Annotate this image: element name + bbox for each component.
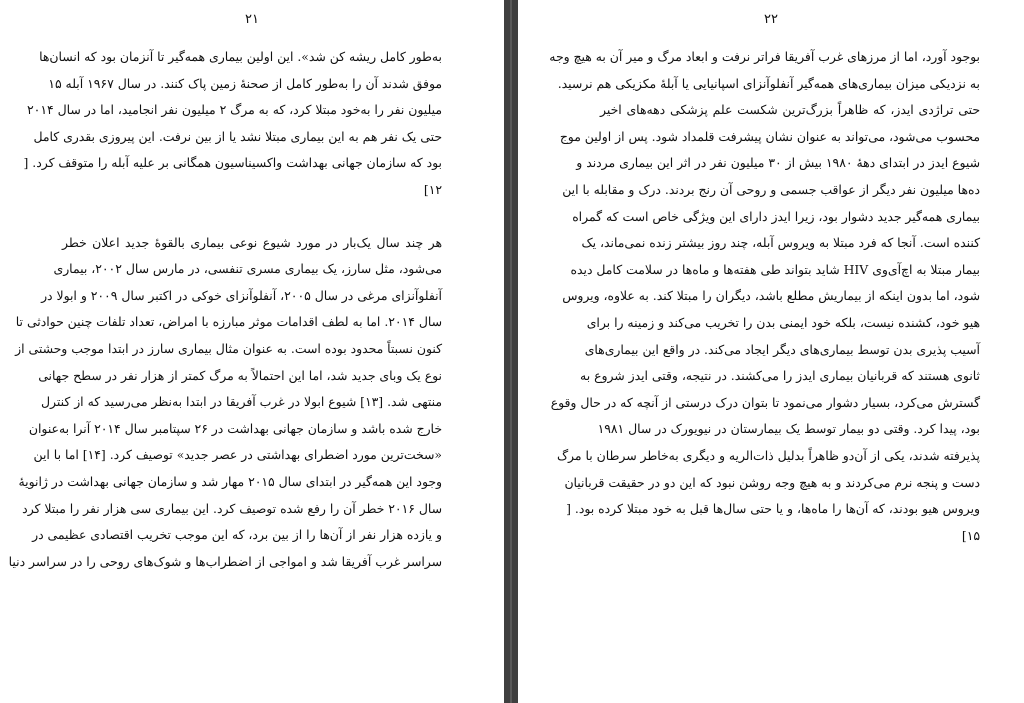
text-line: بوجود آورد، اما از مرزهای غرب آفریقا فراتر نرفت و ابعاد مرگ و میر آن به هیچ وجه xyxy=(549,49,980,64)
text-line: میلیون نفر را به‌خود مبتلا کرد، که به مرگ ۲ میلیون نفر انجامید، اما در سال ۲۰۱۴ xyxy=(27,102,442,118)
text-line: ویروس هیو بودند، که آن‌ها را ماه‌ها، و یا حتی سال‌ها قبل به خود مبتلا کرده بود. [ xyxy=(566,501,980,517)
text-line: آنفلوآنزای مرغی در سال ۲۰۰۵، آنفلوآنزای خوکی در اکتبر سال ۲۰۰۹ و ابولا در xyxy=(41,287,442,303)
text-line: موفق شدند آن را به‌طور کامل از صحنۀ زمین پاک کنند. در سال ۱۹۶۷ آبله ۱۵ xyxy=(48,75,442,91)
text-line: بیمار مبتلا به اچ‌آی‌وی HIV شاید بتواند طی هفته‌ها و ماه‌ها در سلامت کامل دیده xyxy=(570,261,980,277)
text-line: کنون نسبتاً محدود بوده است. به عنوان مثال بیماری سارز در ابتدا موجب وحشتی از xyxy=(15,340,442,356)
text-line: آسیب پذیری بدن توسط بیماری‌های دیگر ایجاد می‌کند. در واقع این بیماری‌های xyxy=(584,341,980,357)
text-line: سال ۲۰۱۶ خطر آن را رفع شده توصیف کرد. این بیماری سی هزار نفر را مبتلا کرد xyxy=(22,500,442,516)
text-line: بود، پیدا کرد. وقتی دو بیمار توسط یک بیمارستان در نیویورک در سال ۱۹۸۱ xyxy=(597,421,980,437)
text-line: ده‌ها میلیون نفر دیگر از عواقب جسمی و روحی آن رنج بردند. درک و مقابله با این xyxy=(562,181,980,197)
page-21 xyxy=(0,0,504,703)
text-line: می‌شود، مثل سارز، یک بیماری مسری تنفسی، در مارس سال ۲۰۰۲، بیماری xyxy=(53,261,442,277)
text-line: پذیرفته شدند، یکی از آن‌دو ظاهراً بدلیل ذات‌الریه و دیگری به‌خاطر سرطان با مرگ xyxy=(556,447,980,463)
text-line: هر چند سال یک‌بار در مورد شیوع نوعی بیماری بالقوۀ جدید اعلان خطر xyxy=(62,234,442,250)
footnote-ref: ۱۲] xyxy=(423,181,442,197)
text-line: به‌طور کامل ریشه کن شد». این اولین بیماری همه‌گیر تا آنزمان بود که انسان‌ها xyxy=(39,49,442,64)
page-body xyxy=(549,44,980,549)
page-body xyxy=(8,44,442,575)
text-line: شیوع ایدز در ابتدای دهۀ ۱۹۸۰ بیش از ۳۰ میلیون نفر در اثر این بیماری مردند و xyxy=(576,155,980,171)
text-line: وجود این همه‌گیر در ابتدای سال ۲۰۱۵ مهار شد و سازمان جهانی بهداشت در ژانویۀ xyxy=(18,473,442,489)
page-number: ۲۲ xyxy=(764,12,778,27)
text-line: هیو خود، کشنده نیست، بلکه خود ایمنی بدن را تخریب می‌کند و زمینه را برای xyxy=(586,314,980,330)
text-line: حتی تراژدی ایدز، که ظاهراً بزرگ‌ترین شکست علم پزشکی دهه‌های اخیر xyxy=(600,102,980,118)
text-line: ثانوی هستند که قربانیان بیماری ایدز را می‌کشند. در نتیجه، وقتی ایدز شروع به xyxy=(580,368,980,384)
page-22 xyxy=(518,0,1024,703)
text-line: بیماری همه‌گیر جدید دشوار بود، زیرا ایدز دارای این ویژگی خاص است که گمراه xyxy=(572,208,980,224)
text-line: «سخت‌ترین مورد اضطرای بهداشتی در عصر جدید» توصیف کرد. [۱۴] اما با این xyxy=(33,447,442,463)
page-number: ۲۱ xyxy=(245,12,259,27)
text-line: نوع یک وبای جدید شد، اما این احتمالاً به مرگ کمتر از هزار نفر در سطح جهانی xyxy=(38,367,442,383)
footnote-ref: ۱۵] xyxy=(961,527,980,543)
text-line: خارج شده باشد و سازمان جهانی بهداشت در ۲۶ سپتامبر سال ۲۰۱۴ آنرا به‌عنوان xyxy=(28,420,442,436)
page-gutter xyxy=(504,0,510,703)
text-line: و یازده هزار نفر از آن‌ها را از بین برد، که این موجب تخریب اقتصادی عظیمی در xyxy=(32,527,442,543)
text-line: بود که سازمان جهانی بهداشت واکسیناسیون همگانی بر علیه آبله را متوقف کرد. [ xyxy=(23,155,442,171)
text-line: منتهی شد. [۱۳] شیوع ابولا در غرب آفریقا در ابتدا به‌نظر می‌رسید که از کنترل xyxy=(41,394,442,410)
text-line: گسترش می‌کرد، بسیار دشوار می‌نمود تا بتوان درک درستی از آنچه که در حال وقوع xyxy=(550,394,980,410)
text-line: حتی یک نفر هم به این بیماری مبتلا نشد یا از بین نرفت. این پیروزی بقدری کامل xyxy=(33,128,442,144)
text-line: سراسر غرب آفریقا شد و امواجی از اضطراب‌ها و شوک‌های روحی را در سراسر دنیا xyxy=(8,553,442,569)
text-line: کننده است. آنجا که فرد مبتلا به ویروس آبله، چند روز بیشتر زنده نمی‌ماند، یک xyxy=(581,235,980,251)
text-line: سال ۲۰۱۴. اما به لطف اقدامات موثر مبارزه با امراض، تعداد تلفات چنین حوادثی تا xyxy=(15,314,442,330)
text-line: دست و پنجه نرم می‌کردند و به هیچ وجه روشن نبود که این دو در حقیقت قربانیان xyxy=(564,474,980,490)
text-line: شود، اما بدون اینکه از بیماریش مطلع باشد، دیگران را مبتلا کند. به علاوه، ویروس xyxy=(562,288,980,304)
text-line: محسوب می‌شود، می‌تواند به عنوان نشان پیشرفت قلمداد شود. پس از اولین موج xyxy=(559,128,980,144)
text-line: به نزدیکی میزان بیماری‌های همه‌گیر آنفلوآنزای اسپانیایی یا آبلۀ مکزیکی هم نرسید. xyxy=(557,75,980,91)
